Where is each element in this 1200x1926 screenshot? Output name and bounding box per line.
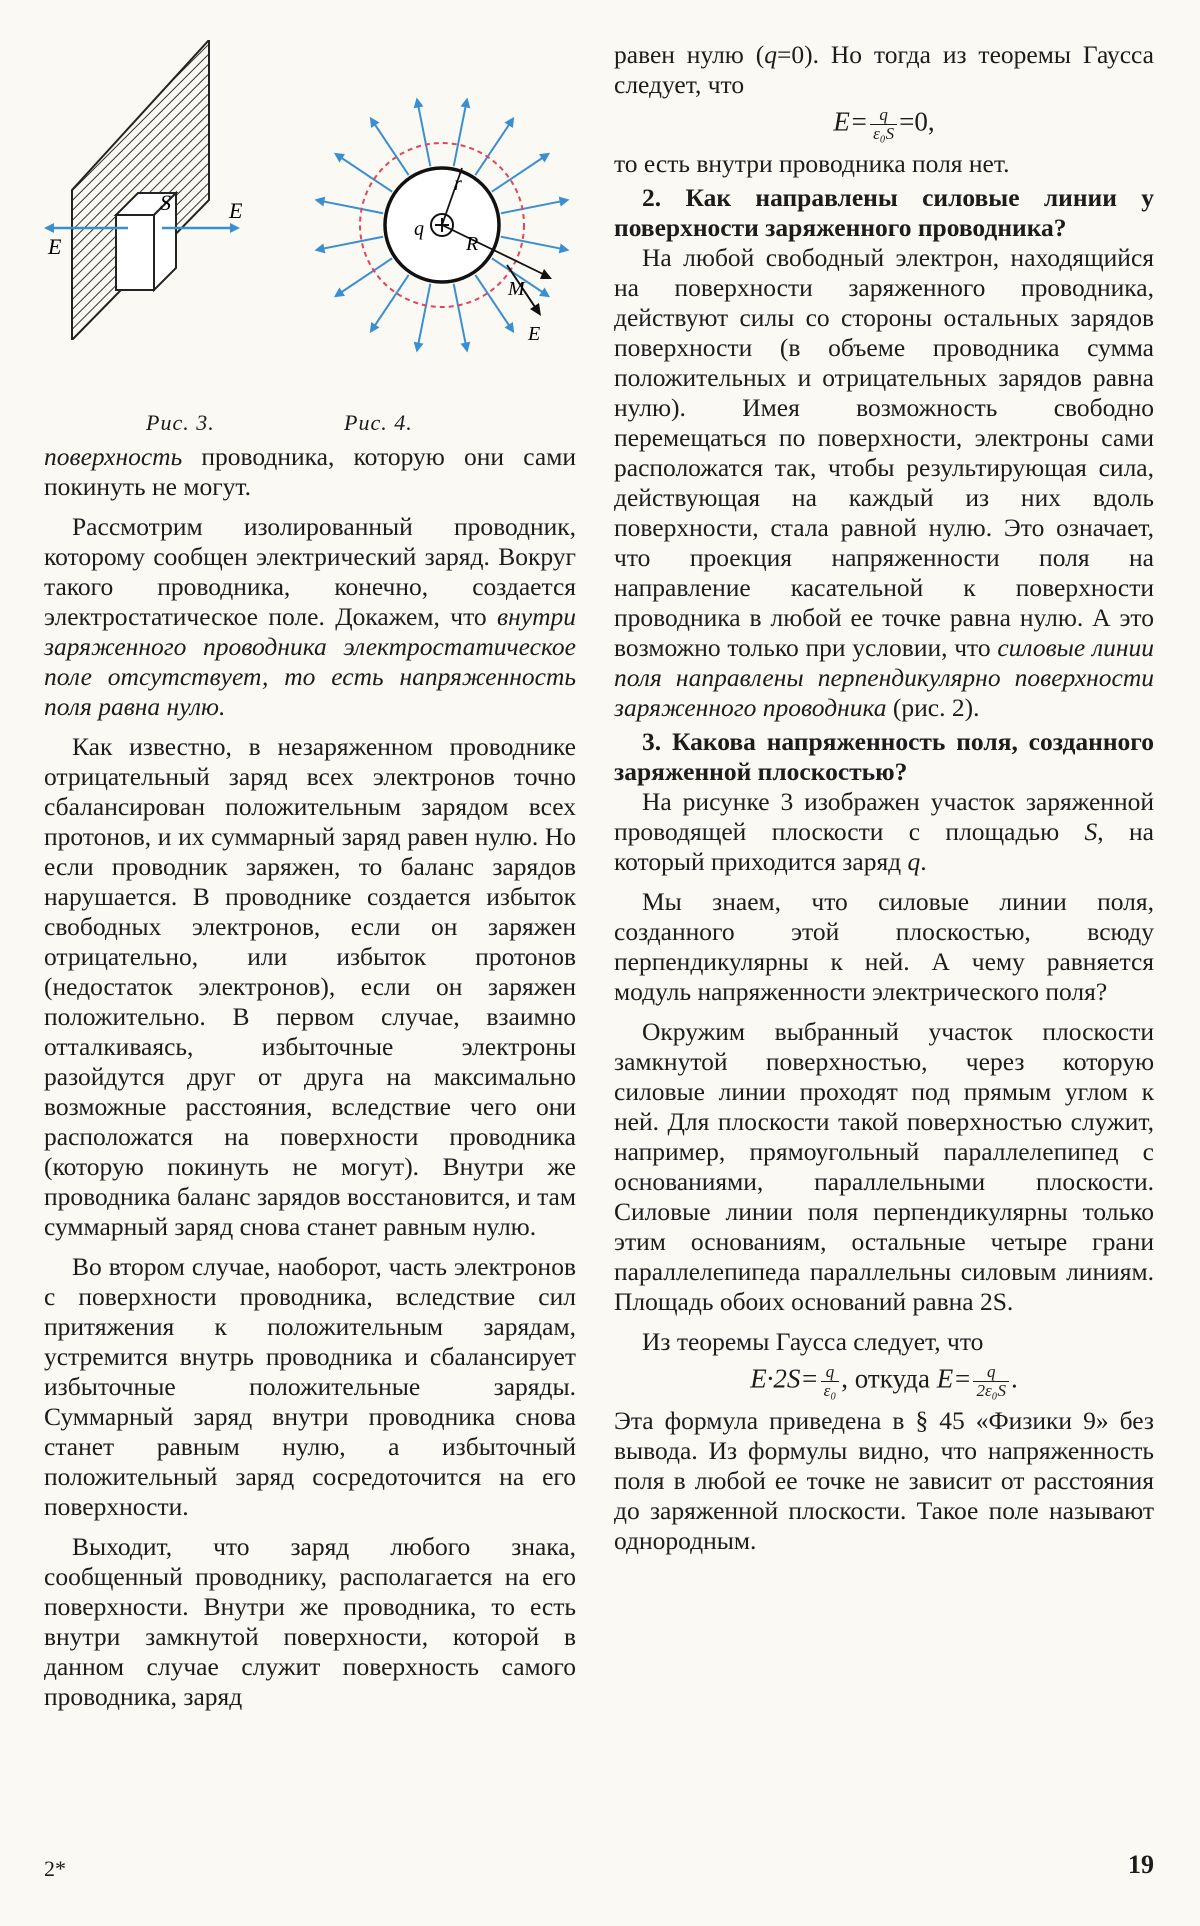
charged-plane <box>72 40 209 340</box>
label-R: R <box>466 233 479 255</box>
field-arrowhead <box>414 97 424 108</box>
label-e-left: E <box>48 234 62 259</box>
field-line <box>475 275 512 330</box>
var-s: S <box>1084 817 1098 846</box>
signature-mark: 2* <box>44 1856 66 1881</box>
field-arrowhead <box>559 244 570 254</box>
var-q: q <box>764 40 777 69</box>
field-arrowhead <box>539 153 550 163</box>
field-line <box>337 258 392 295</box>
field-line <box>372 120 409 175</box>
var-q2: q <box>907 847 921 876</box>
heading-2: 2. Как направлены силовые линии у поверхности заряженного проводника? <box>614 183 1154 242</box>
field-arrowhead <box>505 322 515 333</box>
label-s: S <box>160 190 171 215</box>
label-e-right: E <box>229 198 243 223</box>
paragraph-r1: то есть внутри проводника поля нет. <box>614 149 1010 178</box>
formula-1 <box>614 106 1154 143</box>
italic-surface: поверхность <box>44 442 183 471</box>
field-line <box>417 101 430 166</box>
caption-fig3: Рис. 3. <box>146 410 215 435</box>
field-arrowhead <box>559 197 570 207</box>
field-line <box>454 101 467 166</box>
label-M: M <box>508 278 525 300</box>
field-arrowhead <box>461 97 471 108</box>
text-r2-italic: силовые линии поля направлены перпендикулярно поверхности заряженного проводника <box>614 633 1154 722</box>
f1-lhs: E= <box>833 106 869 137</box>
field-arrowhead <box>461 342 471 353</box>
paragraph-l1 <box>44 512 576 722</box>
paragraph-r6: Из теоремы Гаусса следует, что <box>642 1327 984 1356</box>
field-arrowhead <box>370 322 380 333</box>
field-line <box>454 284 467 349</box>
f1-rhs: =0, <box>899 106 935 137</box>
label-E: E <box>528 323 541 345</box>
paragraph-l0 <box>44 442 576 502</box>
f2-mid: , откуда <box>841 1363 937 1394</box>
field-line <box>318 200 383 213</box>
field-line <box>372 275 409 330</box>
field-line <box>475 120 512 175</box>
field-line <box>501 200 566 213</box>
f2-lhs: E·2S= <box>750 1363 819 1394</box>
paragraph-l3: Во втором случае, наоборот, часть электронов с поверхности проводника, вследствие сил притяжения к положительным зарядам, устремится внутрь проводника и сбалансирует избыточные положительные заряды. Суммарный заряд внутри проводника снова станет равным нулю, а избыточный положительный заряд сосредоточится на его поверхности. <box>44 1252 576 1521</box>
paragraph-r5: Окружим выбранный участок плоскости замкнутой поверхностью, через которую силовые линии проходят под прямым углом к ней. Для плоскости такой поверхностью служит, например, прямоугольный параллелепипед с основаниями, параллельными плоскости. Силовые линии поля перпендикулярны только этим основаниям, остальные четыре грани параллелепипеда параллельны силовым линиям. Площадь обоих оснований равна 2S. <box>614 1017 1154 1316</box>
text-r3a: На рисунке 3 изображен участок заряженной проводящей плоскости с площадью <box>614 787 1154 846</box>
figure-4-charged-sphere <box>312 95 572 355</box>
paragraph-l2: Как известно, в незаряженном проводнике отрицательный заряд всех электронов точно сбалансирован положительным зарядом всех протонов, и их суммарный заряд равен нулю. Но если проводник заряжен, то баланс зарядов нарушается. В проводнике создается избыток свободных электронов, если он заряжен отрицательно, или избыток протонов (недостаток электронов), если он заряжен положительно. В первом случае, взаимно отталкиваясь, избыточные электроны разойдутся друг от друга на максимально возможные расстояния, вследствие чего они расположатся на поверхности проводника (которую покинуть не могут). Внутри же проводника баланс зарядов восстановится, и там суммарный заряд снова станет равным нулю. <box>44 732 576 1241</box>
f2-fraction-2 <box>973 1363 1009 1400</box>
paragraph-r3 <box>614 787 1154 877</box>
field-line <box>337 155 392 192</box>
text-r0b: =0). Но тогда из теоремы Гаусса следует, что <box>614 40 1154 99</box>
formula-2 <box>614 1363 1154 1400</box>
f2-lhs2: E= <box>936 1363 972 1394</box>
field-arrowhead <box>314 197 325 207</box>
f2-end: . <box>1011 1363 1018 1394</box>
heading-3: 3. Какова напряженность поля, созданного заряженной плоскостью? <box>614 727 1154 786</box>
paragraph-l4: Выходит, что заряд любого знака, сообщенный проводнику, располагается на его поверхности. Внутри же проводника, то есть внутри замкнутой поверхности, которой в данном случае служит поверхность самого проводника, заряд <box>44 1532 576 1711</box>
text-l0: проводника, которую они сами покинуть не могут. <box>44 442 576 501</box>
text-l1-italic: внутри заряженного проводника электростатическое поле отсутствует, то есть напряженность поля равна нулю. <box>44 602 576 721</box>
f2-den1: ε₀ <box>823 1381 837 1400</box>
caption-fig4: Рис. 4. <box>344 410 413 435</box>
text-r3b: , на который приходится заряд <box>614 817 1154 876</box>
text-r0a: равен нулю ( <box>614 40 765 69</box>
field-line <box>417 284 430 349</box>
field-line <box>492 155 547 192</box>
field-arrowhead <box>334 153 345 163</box>
figures-area <box>44 0 576 442</box>
text-r2a: На любой свободный электрон, находящийся на поверхности заряженного проводника, действуют силы со стороны остальных зарядов поверхности (в объеме проводника сумма положительных и отрицательных зарядов равна нулю). Имея возможность свободно перемещаться по поверхности, электроны сами расположатся так, чтобы результирующая сила, действующая на каждый из них вдоль поверхности, стала равной нулю. Это означает, что проекция напряженности поля на направление касательной к поверхности проводника в любой ее точке равна нулю. А это возможно только при условии, что <box>614 243 1154 662</box>
text-r3c: . <box>920 847 927 876</box>
text-l1a: Рассмотрим изолированный проводник, которому сообщен электрический заряд. Вокруг такого проводника, конечно, создается электростатическое поле. Докажем, что <box>44 512 576 631</box>
paragraph-r2 <box>614 243 1154 723</box>
f1-num: q <box>870 106 897 125</box>
f2-num2: q <box>973 1363 1009 1382</box>
f2-fraction-1 <box>821 1363 840 1400</box>
left-column <box>44 0 576 1712</box>
paragraph-r7: Эта формула приведена в § 45 «Физики 9» без вывода. Из формулы видно, что напряженность поля в любой ее точке не зависит от расстояния до заряженной плоскости. Такое поле называют однородным. <box>614 1406 1154 1555</box>
f1-fraction <box>870 106 897 143</box>
label-r: r <box>454 173 462 195</box>
field-arrowhead <box>314 244 325 254</box>
paragraph-r4: Мы знаем, что силовые линии поля, созданного этой плоскостью, всюду перпендикулярны к ней. А чему равняется модуль напряженности электрического поля? <box>614 887 1154 1006</box>
field-arrowhead <box>505 117 515 128</box>
field-arrowhead <box>539 288 550 298</box>
field-line <box>501 237 566 250</box>
field-arrowhead <box>414 342 424 353</box>
text-r2b: (рис. 2). <box>886 693 980 722</box>
f1-den: ε₀S <box>873 124 895 143</box>
field-line <box>318 237 383 250</box>
page-number: 19 <box>1128 1850 1154 1879</box>
label-q: q <box>414 218 424 240</box>
figure-3-charged-plane <box>44 40 254 340</box>
right-column <box>614 40 1154 1556</box>
field-arrowhead <box>334 288 345 298</box>
f2-den2: 2ε₀S <box>976 1381 1007 1400</box>
f2-num1: q <box>821 1363 840 1382</box>
paragraph-r0 <box>614 40 1154 100</box>
field-arrowhead <box>370 117 380 128</box>
